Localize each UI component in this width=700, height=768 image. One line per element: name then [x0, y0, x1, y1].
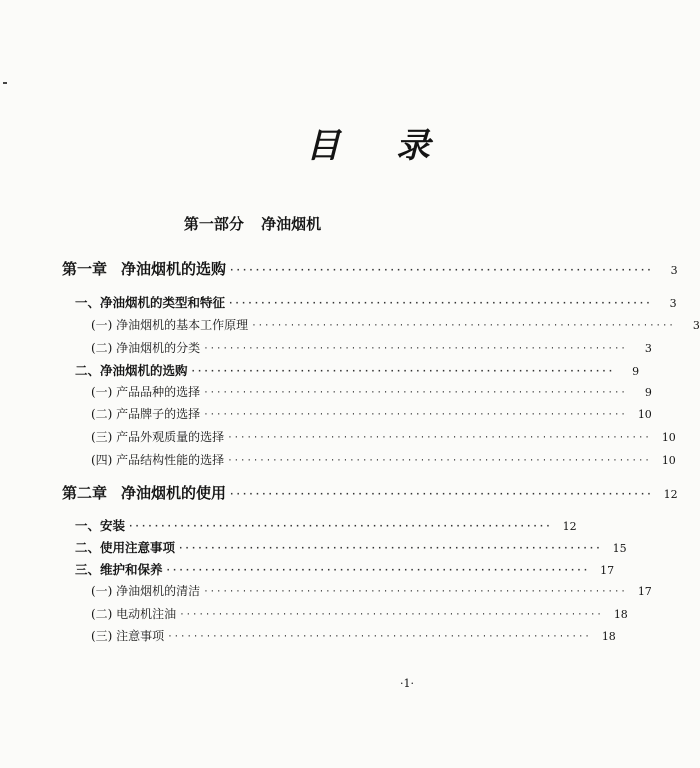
leader-dots: ·································································· — [251, 321, 675, 331]
toc-section[interactable] — [75, 560, 615, 578]
title-char-1: 目 — [306, 126, 340, 166]
scan-mark — [3, 82, 7, 84]
page-number: 10 — [661, 454, 676, 467]
leader-dots: ·································································· — [179, 610, 603, 620]
leader-dots: ·································································· — [228, 299, 652, 309]
leader-dots: ·································································· — [203, 410, 627, 420]
leader-dots: ·································································· — [203, 388, 627, 398]
subsection-title: (三) 注意事项 — [91, 629, 165, 643]
toc-subsection[interactable] — [91, 605, 628, 622]
chapter-title: 净油烟机的使用 — [121, 484, 227, 502]
toc-section[interactable] — [75, 361, 640, 379]
subsection-title: (一) 净油烟机的基本工作原理 — [91, 318, 249, 332]
leader-dots: ·································································· — [229, 490, 653, 500]
leader-dots: ·································································· — [227, 433, 651, 443]
toc-section[interactable] — [75, 293, 677, 311]
page-number: 3 — [669, 297, 677, 310]
page-number: 17 — [600, 564, 615, 577]
page-number: 18 — [601, 630, 616, 643]
leader-dots: ·································································· — [203, 344, 627, 354]
toc-subsection[interactable] — [91, 627, 616, 644]
page-number: 10 — [637, 408, 652, 421]
leader-dots: ·································································· — [128, 522, 552, 532]
toc-subsection[interactable] — [91, 582, 652, 599]
toc-subsection[interactable] — [91, 383, 652, 400]
toc-chapter[interactable] — [62, 482, 678, 503]
page-number: 3 — [644, 342, 652, 355]
page-number: 18 — [613, 608, 628, 621]
page-number: 10 — [661, 431, 676, 444]
toc-subsection[interactable] — [91, 428, 676, 445]
toc-subsection[interactable] — [91, 405, 652, 422]
part-heading — [0, 213, 505, 234]
subsection-title: (二) 产品牌子的选择 — [91, 407, 201, 421]
leader-dots: ·································································· — [167, 632, 591, 642]
toc-chapter[interactable] — [62, 258, 678, 279]
title-char-2: 录 — [396, 126, 430, 166]
leader-dots: ·································································· — [227, 456, 651, 466]
page-number: 15 — [612, 542, 627, 555]
page-number: 3 — [670, 264, 678, 277]
section-title: 三、维护和保养 — [75, 562, 163, 577]
page-number: 12 — [562, 520, 577, 533]
section-title: 一、净油烟机的类型和特征 — [75, 295, 226, 310]
page-number: 9 — [632, 365, 640, 378]
chapter-number: 第一章 — [62, 260, 108, 278]
leader-dots: ·································································· — [229, 266, 653, 276]
chapter-title: 净油烟机的选购 — [121, 260, 227, 278]
page-number: 12 — [663, 488, 678, 501]
toc-section[interactable] — [75, 538, 627, 556]
page-number: 3 — [692, 319, 700, 332]
page-folio: ·1· — [400, 677, 414, 690]
leader-dots: ·································································· — [203, 587, 627, 597]
part-number: 第一部分 — [183, 215, 244, 233]
leader-dots: ·································································· — [165, 566, 590, 576]
leader-dots: ·································································· — [190, 367, 615, 377]
page-title — [0, 118, 505, 166]
subsection-title: (二) 净油烟机的分类 — [91, 341, 201, 355]
section-title: 一、安装 — [75, 518, 126, 533]
subsection-title: (三) 产品外观质量的选择 — [91, 430, 225, 444]
chapter-number: 第二章 — [62, 484, 108, 502]
leader-dots: ·································································· — [178, 544, 602, 554]
toc-section[interactable] — [75, 516, 577, 534]
page-number: 9 — [644, 386, 652, 399]
part-name: 净油烟机 — [261, 215, 322, 233]
toc-subsection[interactable] — [91, 339, 652, 356]
subsection-title: (一) 产品品种的选择 — [91, 385, 201, 399]
subsection-title: (二) 电动机注油 — [91, 607, 177, 621]
section-title: 二、使用注意事项 — [75, 540, 176, 555]
subsection-title: (四) 产品结构性能的选择 — [91, 453, 225, 467]
toc-subsection[interactable] — [91, 451, 676, 468]
toc-subsection[interactable] — [91, 316, 700, 333]
section-title: 二、净油烟机的选购 — [75, 363, 188, 378]
page-number: 17 — [637, 585, 652, 598]
subsection-title: (一) 净油烟机的清洁 — [91, 584, 201, 598]
